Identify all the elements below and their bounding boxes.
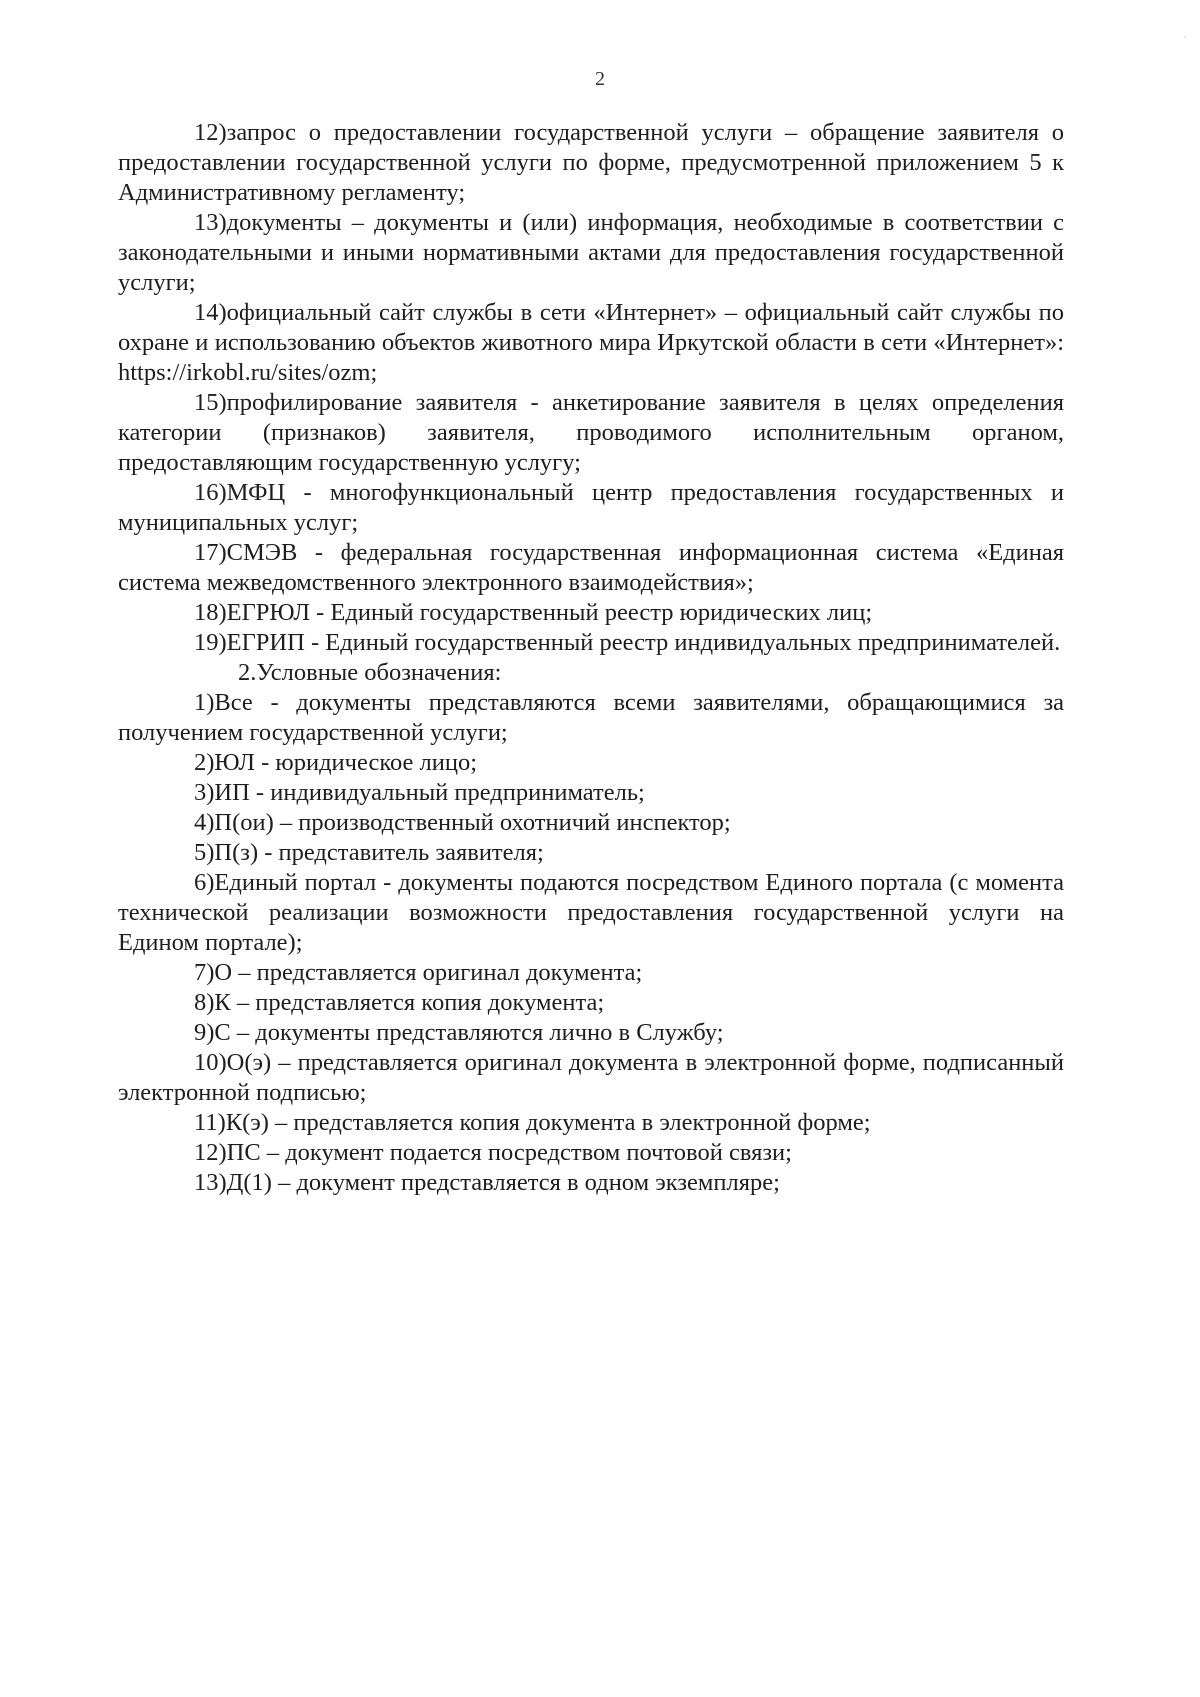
- list-item-number: 18): [194, 599, 227, 626]
- list-item: [118, 958, 1064, 988]
- list-item-number: 12): [194, 1139, 227, 1166]
- document-body: [118, 118, 1064, 1198]
- list-item: [118, 988, 1064, 1018]
- page-number: 2: [595, 68, 605, 90]
- list-item: [118, 808, 1064, 838]
- list-item-number: 3): [194, 779, 215, 806]
- scan-corner-mark: ·: [1183, 32, 1186, 42]
- list-item: [118, 838, 1064, 868]
- section-heading: [118, 658, 1064, 688]
- list-item: [118, 478, 1064, 538]
- list-item-text: К – представляется копия документа;: [214, 989, 605, 1016]
- list-item-number: 8): [194, 989, 215, 1016]
- list-item: [118, 388, 1064, 478]
- list-item-number: 13): [194, 1169, 227, 1196]
- list-item-text: ИП - индивидуальный предприниматель;: [214, 779, 645, 806]
- list-item-text: документы – документы и (или) информация, необходимые в соответствии с законодательными и иными нормативными актами для предоставления государственной услуги;: [118, 209, 1064, 296]
- list-item: [118, 1018, 1064, 1048]
- list-item-number: 19): [194, 629, 227, 656]
- list-item-text: Условные обозначения:: [256, 659, 502, 686]
- list-item-text: Единый портал - документы подаются посредством Единого портала (с момента технической реализации возможности предоставления государственной услуги на Едином портале);: [118, 869, 1064, 956]
- list-item-text: К(э) – представляется копия документа в электронной форме;: [225, 1109, 871, 1136]
- list-item: [118, 208, 1064, 298]
- list-item-text: ЕГРЮЛ - Единый государственный реестр юридических лиц;: [226, 599, 873, 626]
- list-item-number: 2.: [238, 659, 257, 686]
- list-item-text: СМЭВ - федеральная государственная информационная система «Единая система межведомственного электронного взаимодействия»;: [118, 539, 1064, 596]
- list-item-number: 12): [194, 119, 227, 146]
- list-item: [118, 298, 1064, 388]
- list-item-number: 16): [194, 479, 227, 506]
- list-item-number: 7): [194, 959, 215, 986]
- list-item-text: Все - документы представляются всеми заявителями, обращающимися за получением государственной услуги;: [118, 689, 1064, 746]
- list-item: [118, 1048, 1064, 1108]
- list-item-text: С – документы представляются лично в Службу;: [214, 1019, 724, 1046]
- list-item-number: 14): [194, 299, 227, 326]
- list-item-text: П(ои) – производственный охотничий инспектор;: [214, 809, 731, 836]
- list-item-text: О – представляется оригинал документа;: [214, 959, 643, 986]
- list-item-text: Д(1) – документ представляется в одном экземпляре;: [226, 1169, 780, 1196]
- list-item-text: ЮЛ - юридическое лицо;: [214, 749, 478, 776]
- list-item: [118, 118, 1064, 208]
- list-item-text: профилирование заявителя - анкетирование заявителя в целях определения категории (признаков) заявителя, проводимого исполнительным органом, предоставляющим государственную услугу;: [118, 389, 1064, 476]
- list-item-text: О(э) – представляется оригинал документа в электронной форме, подписанный электронной подписью;: [118, 1049, 1064, 1106]
- list-item: [118, 688, 1064, 748]
- list-item-text: запрос о предоставлении государственной услуги – обращение заявителя о предоставлении государственной услуги по форме, предусмотренной приложением 5 к Административному регламенту;: [118, 119, 1064, 206]
- list-item-text: официальный сайт службы в сети «Интернет» – официальный сайт службы по охране и использованию объектов животного мира Иркутской области в сети «Интернет»: https://irkobl.ru/sites/ozm;: [118, 299, 1064, 386]
- list-item-number: 10): [194, 1049, 227, 1076]
- list-item-number: 11): [194, 1109, 226, 1136]
- list-item: [118, 778, 1064, 808]
- list-item-text: ПС – документ подается посредством почтовой связи;: [226, 1139, 792, 1166]
- list-item: [118, 1138, 1064, 1168]
- list-item-number: 6): [194, 869, 215, 896]
- list-item: [118, 538, 1064, 598]
- list-item: [118, 628, 1064, 658]
- list-item: [118, 748, 1064, 778]
- list-item-number: 13): [194, 209, 227, 236]
- list-item-number: 9): [194, 1019, 215, 1046]
- list-item-text: П(з) - представитель заявителя;: [214, 839, 544, 866]
- list-item-number: 17): [194, 539, 227, 566]
- list-item-number: 1): [194, 689, 215, 716]
- list-item: [118, 1108, 1064, 1138]
- list-item: [118, 1168, 1064, 1198]
- list-item: [118, 598, 1064, 628]
- list-item-text: МФЦ - многофункциональный центр предоставления государственных и муниципальных услуг;: [118, 479, 1064, 536]
- list-item-number: 4): [194, 809, 215, 836]
- list-item-number: 5): [194, 839, 215, 866]
- list-item: [118, 868, 1064, 958]
- list-item-text: ЕГРИП - Единый государственный реестр индивидуальных предпринимателей.: [226, 629, 1061, 656]
- list-item-number: 2): [194, 749, 215, 776]
- list-item-number: 15): [194, 389, 227, 416]
